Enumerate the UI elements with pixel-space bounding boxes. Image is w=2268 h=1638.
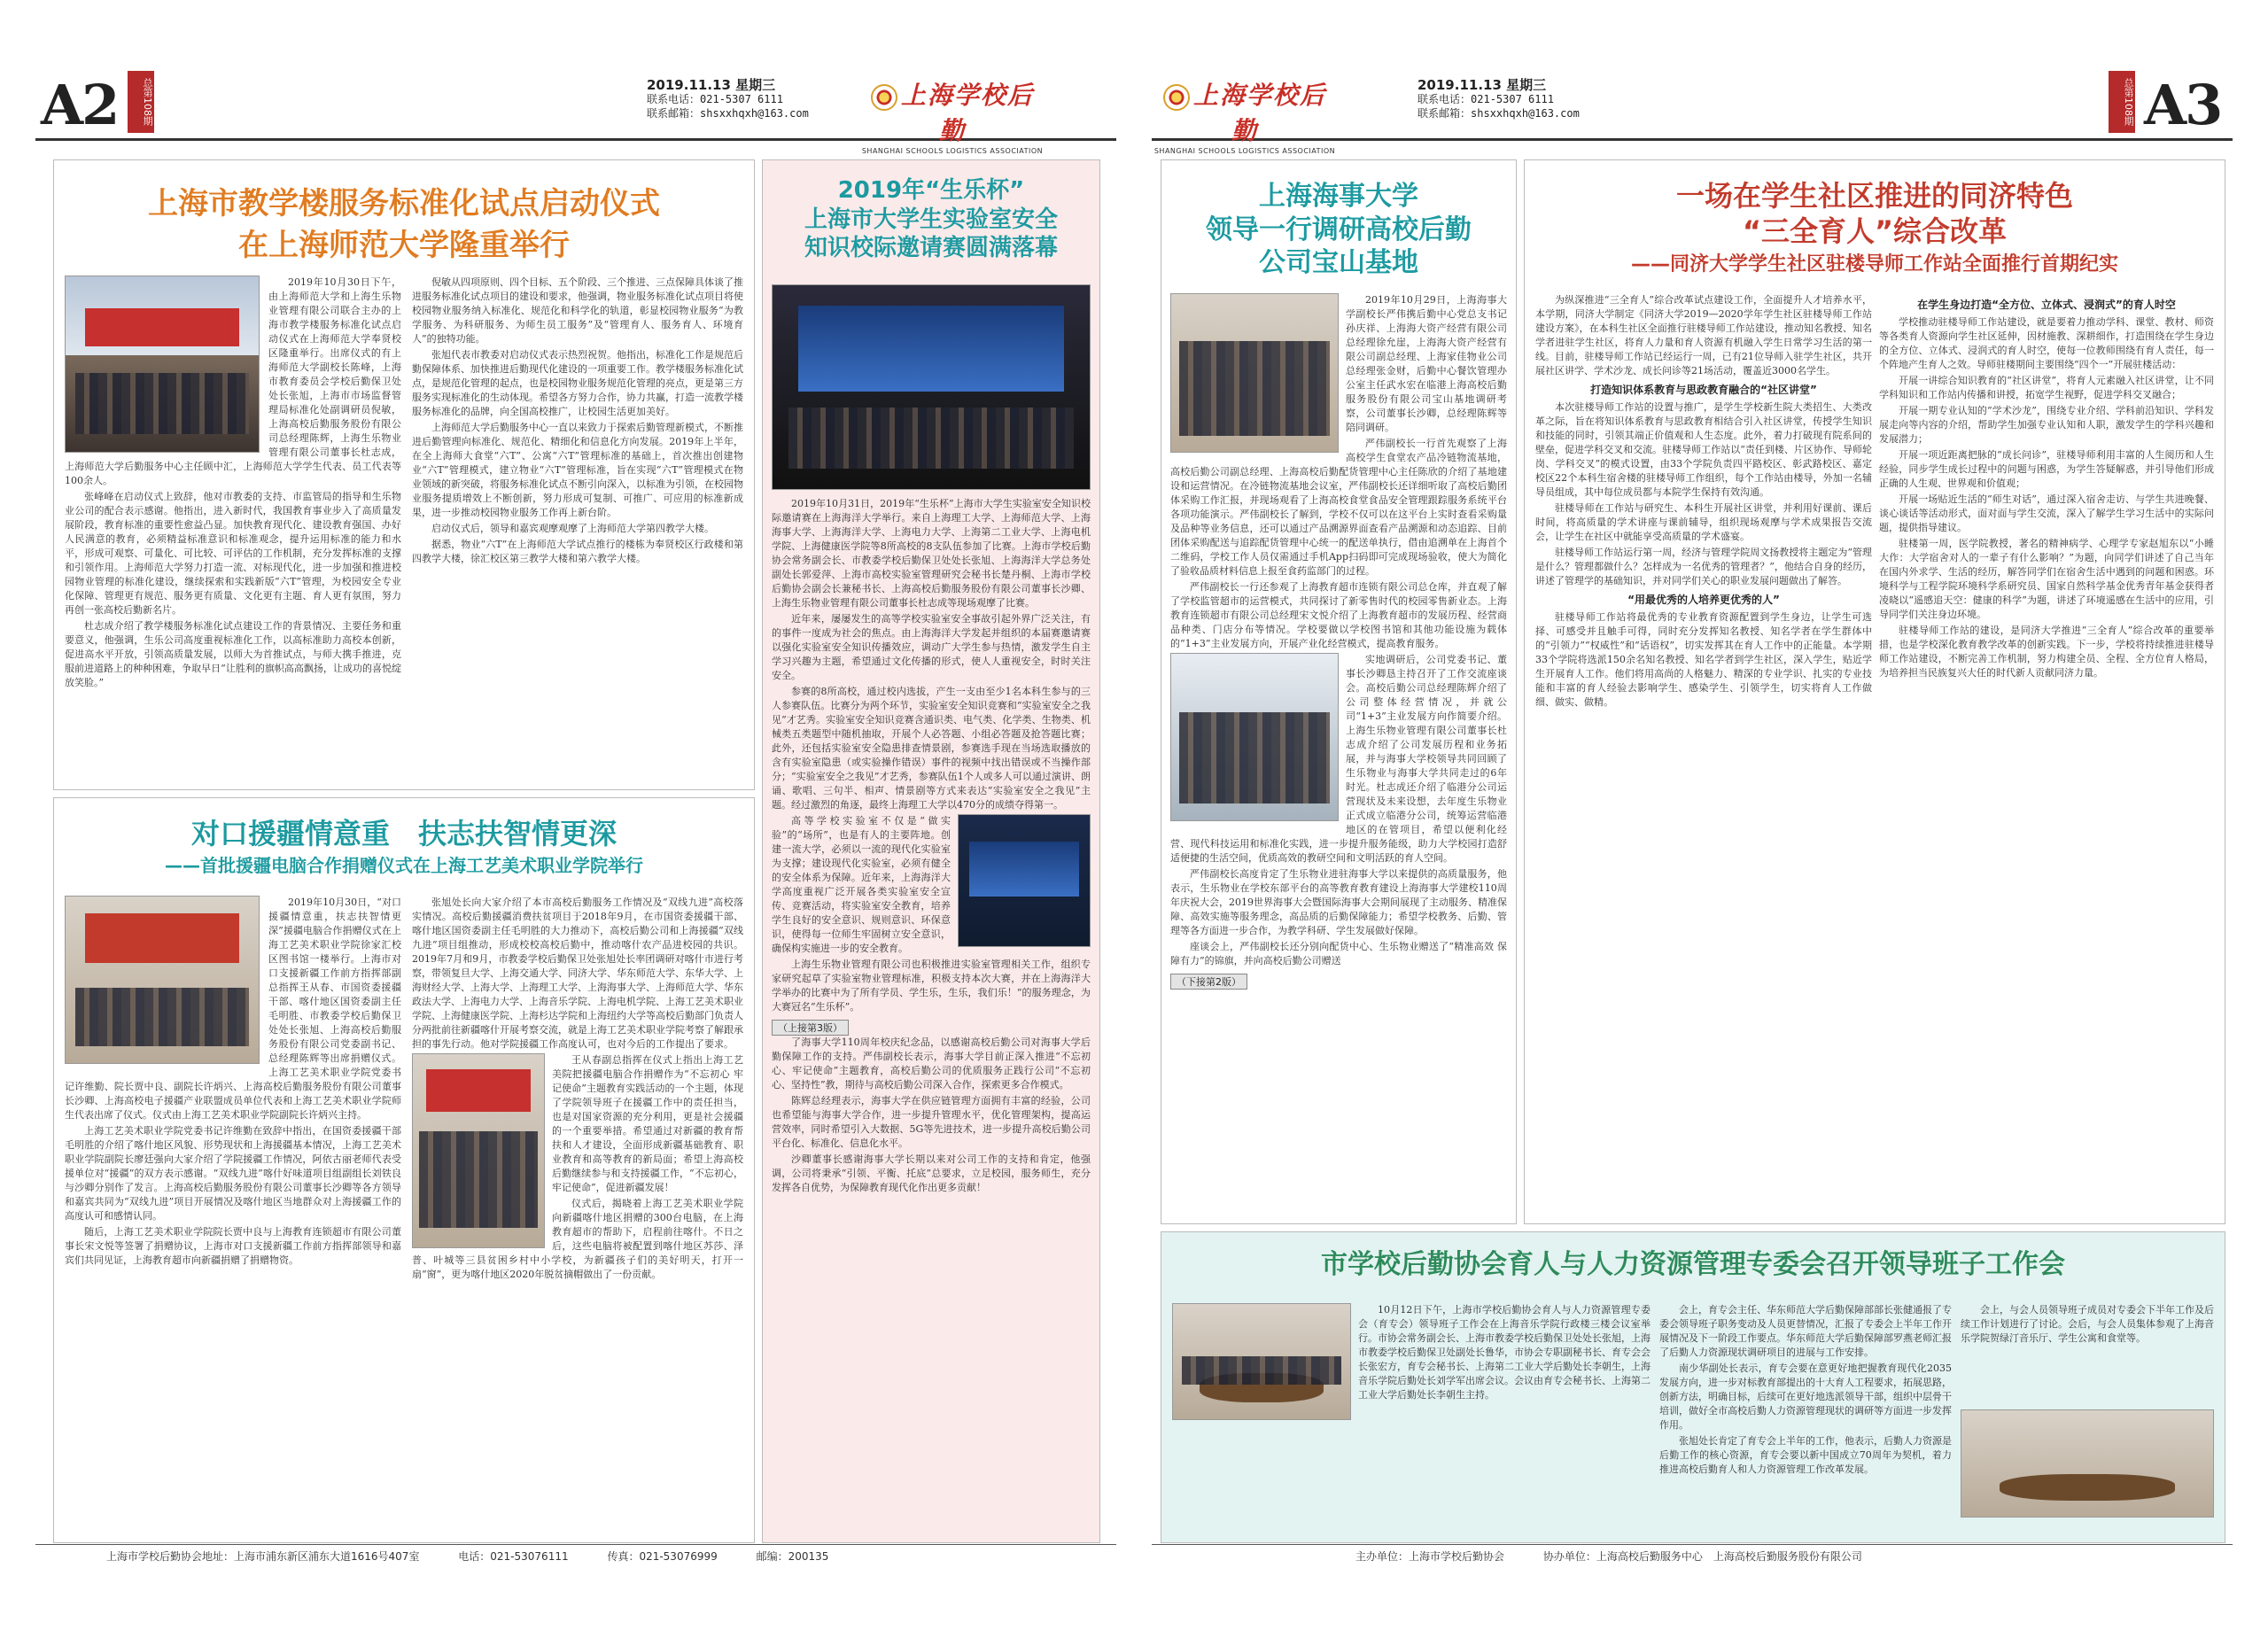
association-logo-icon: [1163, 84, 1190, 111]
article-paragraph: 开展一讲综合知识教育的“社区讲堂”，将育人元素融入社区讲堂，让不同学科知识和工作站内传播和讲授，拓宽学生视野，促进学科交叉融合；: [1879, 375, 2214, 400]
header-info: [1418, 78, 1580, 120]
article-paragraph: 上海生乐物业管理有限公司也积极推进实验室管理相关工作，组织专家研究起草了实验室物业管理标准，积极支持本次大赛，并在上海海洋大学举办的比赛中为了所有学员、学生乐，生乐，我们乐！”的服务理念，为大赛冠名“生乐杯”。: [772, 959, 1091, 1013]
article-title-line1: 上海市教学楼服务标准化试点启动仪式: [148, 186, 660, 221]
tongji-title-line3: ——同济大学学生社区驻楼导师工作站全面推行首期纪实: [1630, 253, 2118, 276]
masthead-title: 上海学校后勤: [900, 81, 1034, 145]
page-header-a2: [35, 71, 1116, 155]
article-paragraph: 杜志成介绍了教学楼服务标准化试点建设工作的背景情况、主要任务和重要意义，他强调，生乐公司高度重视标准化工作，以高标准助力高校本创新，促进高水平开放，引领高质量发展，以师大为首推试点，与师大携手推进，克服前进道路上的种种困难，争取早日“让胜利的旗帜高高飘扬，让成功的喜悦绽放笑脸。”: [65, 620, 401, 688]
maritime-title-line1: 上海海事大学: [1259, 181, 1418, 212]
email-line: [1418, 106, 1580, 120]
aid-title-line1: 对口援疆情意重 扶志扶智情更深: [190, 817, 617, 850]
article-paragraph: 参赛的8所高校，通过校内选拔，产生一支由至少1名本科生参与的三人参赛队伍。比赛分为两个环节，实验室安全知识竞赛和“实验室安全之我见”才艺秀。实验室安全知识竞赛含通识类、电气类、化学类、生物类、机械类五类题型中随机抽取，开展个人必答题、小组必答题及抢答题比赛；此外，还包括实验室安全隐患排查情景剧，参赛选手现在当场选取播放的含有实验室隐患（或实验操作错误）事件的视频中找出错误或不当操作部分；“实验室安全之我见”才艺秀，参赛队伍1个人或多人可以通过演讲、朗诵、歌唱、三句半、相声、情景剧等方式来表达“实验室安全之我见”主题。经过激烈的角逐，最终上海理工大学以470分的成绩夺得第一。: [772, 686, 1091, 811]
issue-date: 2019.11.13 星期三: [1418, 77, 1547, 93]
masthead: [859, 76, 1045, 155]
phone-line: [647, 92, 809, 106]
email-label: 联系邮箱：: [1418, 107, 1472, 120]
article-paragraph: 上海工艺美术职业学院党委书记许维勤在致辞中指出，在国资委援疆干部毛明胜的介绍了喀什地区风貌、形势现状和上海援疆基本情况，上海工艺美术职业学院副院长廖廷强向大家介绍了学院援疆工作情况，阿依古丽老师代表受援单位对“援疆”的双方表示感谢。“双线九进”喀什好味道项目组副组长刘铁良与沙卿分别作了发言。上海高校后勤服务股份有限公司董事长沙卿等各方领导和嘉宾共同为“双线九进”项目开展情况及喀什地区当地群众对上海援疆工作的高度认可和感情认同。: [65, 1125, 401, 1222]
article-paragraph: 学校推动驻楼导师工作站建设，就是要着力推动学科、课堂、教材、师资等各类育人资源向学生社区延伸，因材施教、深耕细作，打造围绕在学生身边的全方位、立体式、浸润式的育人时空，使每一位教师围绕有育人责任，每一个阵地产生育人之效。导师驻楼期间主要围绕“四个一”开展驻楼活动：: [1879, 316, 2214, 370]
maritime-photo-2-wrapper: [1170, 653, 1339, 821]
article-standardization: [53, 159, 755, 790]
folio-a2: A2: [41, 73, 119, 137]
footer-fax: 传真：021-53076999: [607, 1550, 718, 1563]
masthead-title: 上海学校后勤: [1192, 81, 1326, 145]
header-info: [647, 78, 809, 120]
article-paragraph: 座谈会上，严伟副校长还分别向配货中心、生乐物业赠送了“精准高效 保障有力”的锦旗，并向高校后勤公司赠送: [1170, 941, 1507, 966]
article-paragraph: 实地调研后，公司党委书记、董事长沙卿恳主持召开了工作交流座谈会。高校后勤公司总经理陈辉介绍了公司整体经营情况，并就公司“1+3”主业发展方向作简要介绍。上海生乐物业管理有限公司董事长杜志成介绍了公司发展历程和业务拓展，并与海事大学校领导共同回顾了生乐物业与海事大学共同走过的6年时光。杜志成还介绍了临港分公司运营现状及未来设想，去年度生乐物业正式成立临港分公司，统筹运营临港地区的在管项目，希望以便利化经营、现代科技运用和标准化实践，进一步提升服务能级，助力大学校园打造舒适便捷的生活空间，优质高效的教研空间和文明活跃的育人空间。: [1170, 654, 1507, 864]
hr-column-1: [1358, 1303, 1651, 1533]
tongji-column-2: [1879, 293, 2214, 1215]
lab-title-line1: 2019年“生乐杯”: [837, 177, 1025, 204]
article-paragraph: 仪式后，揭晓着上海工艺美术职业学院向新疆喀什地区捐赠的300台电脑，在上海教育超市的帮助下，启程前往喀什。不日之后，这些电脑将被配置到喀什地区苏莎、泽普、叶城等三县贫困乡村中小学校，为新疆孩子们的美好明天，打开一扇“窗”，更为喀什地区2020年脱贫摘帽做出了一份贡献。: [412, 1198, 743, 1280]
article-paragraph: 近年来，屡屡发生的高等学校实验室安全事故引起外界广泛关注，有的事件一度成为社会的焦点。由上海海洋大学发起并组织的本届赛邀请赛以强化实验室安全知识传播效应，调动广大学生参与热情，激发学生自主学习兴趣为主题，希望通过文化传播的形式，使人人重视安全，时时关注安全。: [772, 613, 1091, 681]
phone-line: [1418, 92, 1580, 106]
article-paragraph: 严伟副校长一行首先观察了上海高校学生食堂农产品冷链物流基地，高校后勤公司副总经理、上海高校后勤配货管理中心主任陈欣的介绍了基地建设和运营情况。在冷链物流基地会议室，严伟副校长还详细听取了高校后勤团体采购工作汇报，并现场观看了上海高校食堂食品安全管理跟踪服务系统平台各项功能演示。严伟副校长了解到，学校不仅可以在这平台上实时查看采购量及品种等业务信息，还可以通过产品溯源界面查看产品溯源和动态追踪、目前团体采购配送与追踪配货管理中心统一的配送单执行，借由追溯单在上海首个二维码，学校工作人员仅需通过手机App扫码即可完成现场验收，使大为简化了验收品质材料信息上报至食药监部门的过程。: [1170, 438, 1507, 577]
article-paragraph: 据悉，物业“六T”在上海师范大学试点推行的楼栋为奉贤校区行政楼和第四教学大楼，徐汇校区第三教学大楼和第六教学大楼。: [412, 539, 743, 564]
article-lab-safety: [762, 159, 1100, 1543]
article-paragraph: 随后，上海工艺美术职业学院院长贾中良与上海教育连锁超市有限公司董事长宋文悦等签署了捐赠协议，上海市对口支援新疆工作前方指挥部领导和嘉宾们共同见证，上海教育超市向新疆捐赠了捐赠物资。: [65, 1226, 401, 1266]
masthead-subtitle: SHANGHAI SCHOOLS LOGISTICS ASSOCIATION: [1153, 147, 1336, 155]
hr-meeting-photo-2: [1961, 1409, 2214, 1518]
lab-contest-photo: [772, 284, 1091, 490]
footer-host: 主办单位：上海市学校后勤协会: [1355, 1550, 1505, 1563]
article-column-1: [65, 276, 401, 780]
footer-co-organizer: 协办单位：上海高校后勤服务中心 上海高校后勤服务股份有限公司: [1542, 1550, 1862, 1563]
lab-title-line2: 上海市大学生实验室安全: [804, 206, 1058, 233]
aid-photo-wrapper: [65, 896, 260, 1064]
article-xinjiang-aid: [53, 797, 755, 1543]
aid-signing-photo: [412, 1053, 545, 1248]
article-paragraph: 会上，与会人员领导班子成员对专委会下半年工作及后续工作计划进行了讨论。会后，与会人员集体参观了上海音乐学院贺绿汀音乐厅、学生公寓和食堂等。: [1961, 1304, 2214, 1344]
page-a3: [1152, 71, 2233, 1568]
article-paragraph: 严伟副校长一行还参观了上海教育超市连锁有限公司总仓库，并直观了解了学校监管超市的运营模式，共同探讨了新零售时代的校园零售新业态。上海教育连锁超市有限公司总经理宋文悦介绍了上海教育超市的发展历程、经营商品种类、门店分布等情况。学校要做以学校图书馆和其他功能设施为载体的“1+3”主业发展方向，开展产业化经营模式，提高教育服务。: [1170, 581, 1507, 649]
aid-ceremony-photo: [65, 896, 260, 1064]
maritime-photo-wrapper: [1170, 293, 1339, 453]
lab-title-line3: 知识校际邀请赛圆满落幕: [804, 235, 1058, 261]
article-paragraph: 沙卿董事长感谢海事大学长期以来对公司工作的支持和肯定，他强调，公司将秉承“引领、平衡、托底”总要求，立足校园，服务师生，充分发挥各自优势，为保障教育现代化作出更多贡献！: [772, 1153, 1091, 1193]
phone-label: 联系电话：: [647, 93, 701, 105]
hr-committee-title: 市学校后勤协会育人与人力资源管理专委会召开领导班子工作会: [1321, 1249, 2065, 1280]
hr-column-3: [1961, 1303, 2214, 1533]
lab-article-body: [772, 497, 1091, 1533]
aid-column-2: [412, 896, 743, 1533]
photo-ceremony: [65, 276, 260, 453]
lab-contest-photo-2: [958, 814, 1091, 947]
maritime-title-line2: 领导一行调研高校后勤: [1206, 213, 1472, 245]
article-paragraph: 严伟副校长高度肯定了生乐物业进驻海事大学以来提供的高质量服务，他表示，生乐物业在学校东部平台的高等教育教育建设上海海事大学建校110周年庆祝大会，2019世界海事大会暨国际海事大会期间展现了主动服务、精准保障、高效实施等服务理念，高品质的后勤保障能力；希望学校教务、后勤、管理等各方面进一步合作，为教学科研、学生发展做好保障。: [1170, 868, 1507, 936]
article-tongji-reform: [1524, 159, 2225, 1224]
article-paragraph: 驻楼导师工作站将最优秀的专业教育资源配置到学生身边，让学生可选择、可感受并且触手可得，同时充分发挥知名教授、知名学者在学生群体中的“引领力”“权威性”和“话语权”，切实发挥其在育人工作中的正能量。本学期33个学院将选派150余名知名教授、知名学者到学生社区，深入学生，贴近学生开展育人工作。他们将用高尚的人格魅力、精深的专业学识、扎实的专业技能和丰富的育人经验去影响学生、感染学生、引领学生，切实将育人工作做细、做实、做精。: [1535, 611, 1872, 708]
continued-from-tag: （上接第3版）: [772, 1020, 849, 1036]
phone-label: 联系电话：: [1418, 93, 1472, 105]
article-paragraph: 陈辉总经理表示，海事大学在供应链管理方面拥有丰富的经验，公司也希望能与海事大学合作，进一步提升管理水平，优化管理架构，提高运营效率，同时希望引入大数据、5G等先进技术，进一步提升高校后勤公司平台化、标准化、信息化水平。: [772, 1095, 1091, 1149]
page-footer-a2: [35, 1544, 1116, 1568]
article-paragraph: 2019年10月31日，2019年“生乐杯”上海市大学生实验室安全知识校际邀请赛在上海海洋大学举行。来自上海理工大学、上海师范大学、上海海事大学、上海海洋大学、上海电力大学、上海第二工业大学、上海电机学院、上海健康医学院等8所高校的8支队伍参加了比赛。上海市学校后勤协会常务副会长、市教委学校后勤保卫处处长张旭、上海海洋大学总务处副处长郭爱萍、上海市高校实验室管理研究会秘书长楚丹桐、上海市学校后勤协会副会长兼秘书长、上海高校后勤服务股份有限公司董事长沙卿、上海生乐物业管理有限公司董事长杜志成等现场观摩了比赛。: [772, 498, 1091, 609]
folio-a3: A3: [2144, 73, 2222, 137]
association-logo-icon: [871, 84, 897, 111]
article-paragraph: 王从春副总指挥在仪式上指出上海工艺美院把援疆电脑合作捐赠作为“不忘初心 牢记使命”主题教育实践活动的一个主题，体现了学院领导班子在援疆工作中的责任担当，也是对国家资源的充分利用，更是社会援疆的一个重要举措。希望通过对新疆的教育帮扶和人才建设，全面形成新疆基础教育、职业教育和高等教育的新局面；希望上海高校后勤继续参与和支持援疆工作，“不忘初心，牢记使命”，促进新疆发展！: [552, 1054, 743, 1193]
section-subhead: 打造知识体系教育与思政教育融合的“社区讲堂”: [1590, 384, 1817, 396]
tongji-title-line1: 一场在学生社区推进的同济特色: [1675, 179, 2073, 213]
article-paragraph: 南少华副处长表示，育专会要在意更好地把握教育现代化2035发展方向，进一步对标教育部提出的十大育人工程要求，拓展思路，创新方法，明确目标，后续可在更好地选派领导干部，组织中层骨干培训，做好全市高校后勤人力资源管理现状的调研等方面进一步发挥作用。: [1659, 1362, 1952, 1431]
article-paragraph: 张旭代表市教委对启动仪式表示热烈祝贺。他指出，标准化工作是规范后勤保障体系、加快推进后勤现代化建设的一项重要工作。教学楼服务标准化试点，是规范化管理的起点，也是校园物业服务规范化管理的亮点，更是第三方服务实现标准化的生动体现。希望各方努力合作，协力共赢，打造一流教学楼服务标准化的品牌，向全国高校推广，让校园生活更加美好。: [412, 349, 743, 417]
article-paragraph: 驻楼导师在工作站与研究生、本科生开展社区讲堂，并利用好课前、课后时间，将高质量的学术讲座与课前辅导，组织现场观摩与学术成果报告交流会，让学生在社区中就能享受高质量的学术盛宴。: [1535, 502, 1872, 542]
article-paragraph: 开展一场贴近生活的“师生对话”，通过深入宿舍走访、与学生共进晚餐、谈心谈话等活动形式，面对面与学生交流，深入了解学生学习生活中的实际问题，提供指导建议。: [1879, 493, 2214, 533]
maritime-body: [1170, 293, 1507, 1215]
footer-postcode: 邮编：200135: [756, 1550, 829, 1563]
issue-badge: 总第108期: [2109, 71, 2135, 133]
article-paragraph: 张旭处长肯定了育专会上半年的工作，他表示，后勤人力资源是后勤工作的核心资源，育专会要以新中国成立70周年为契机，着力推进高校后勤育人和人力资源管理工作改革发展。: [1659, 1435, 1952, 1475]
hr-column-2: [1659, 1303, 1952, 1533]
article-paragraph: 了海事大学110周年校庆纪念品，以感谢高校后勤公司对海事大学后勤保障工作的支持。严伟副校长表示，海事大学目前正深入推进“不忘初心、牢记使命”主题教育，高校后勤公司的优质服务正践行公司“不忘初心、坚持性”教，期待与高校后勤公司深入合作，探索更多合作模式。: [772, 1036, 1091, 1091]
page-header-a3: [1152, 71, 2233, 155]
article-title-line2: 在上海师范大学隆重举行: [238, 227, 570, 263]
article-paragraph: 开展一期专业认知的“学术沙龙”，围绕专业介绍、学科前沿知识、学科发展走向等内容的介绍，帮助学生加强专业认知和人职，激发学生的学科兴趣和发展潜力；: [1879, 405, 2214, 445]
maritime-warehouse-photo: [1170, 653, 1339, 821]
email-value: shsxxhqxh@163.com: [1471, 107, 1580, 120]
article-paragraph: 10月12日下午，上海市学校后勤协会育人与人力资源管理专委会（育专会）领导班子工作会在上海音乐学院行政楼三楼会议室举行。市协会常务副会长、上海市教委学校后勤保卫处处长张旭，上海市教委学校后勤保卫处副处长鲁华，市协会专职副秘书长、育专会会长张宏方，育专会秘书长、上海第二工业大学后勤处长李朝生，上海音乐学院后勤处长刘学军出席会议。会议由育专会秘书长、上海第二工业大学后勤处长李朝生主持。: [1358, 1304, 1651, 1401]
footer-phone: 电话：021-53076111: [458, 1550, 569, 1563]
lab-photo-2: [958, 814, 1091, 947]
tongji-column-1: [1535, 293, 1872, 1215]
article-paragraph: 为纵深推进“三全育人”综合改革试点建设工作，全面提升人才培养水平，本学期，同济大学制定《同济大学2019—2020学年学生社区驻楼导师工作站建设方案》，在本科生社区全面推行驻楼导师工作站建设，推动知名教授、知名学者进驻学生社区，将育人力量和育人资源有机融入学生日常学习生活的第一线。目前，驻楼导师工作站已经运行一周，已有21位导师入驻学生社区，共开展社区讲学、学术沙龙、成长问诊等21场活动，覆盖近3000名学生。: [1535, 294, 1872, 377]
article-paragraph: 驻楼导师工作站的建设，是同济大学推进“三全育人”综合改革的重要举措，也是学校深化教育教学改革的创新实践。下一步，学校将持续推进驻楼导师工作站建设，不断完善工作机制，努力构建全员、全程、全方位育人格局，为培养担当民族复兴大任的时代新人贡献同济力量。: [1879, 625, 2214, 679]
aid-title-line2: ——首批援疆电脑合作捐赠仪式在上海工艺美术职业学院举行: [165, 855, 643, 876]
article-paragraph: 上海师范大学后勤服务中心一直以来致力于探索后勤管理新模式，不断推进后勤管理向标准化、规范化、精细化和信息化方向发展。2019年上半年，在全上海师大食堂“六T”、公寓“六T”管理标准的基础上，首次推出创建物业“六T”管理模式，建立物业“六T”管理标准，旨在实现“六T”管理模式在物业领域的新突破，将服务标准化试点不断引向深入，以标准为引领，在校园物业服务提质增效上不断创新，努力形成可复制、可推广、可应用的标准新成果，进一步推动校园物业服务工作再上新台阶。: [412, 422, 743, 518]
article-paragraph: 驻楼导师工作站运行第一周，经济与管理学院周文扬教授将主题定为“管理是什么？管理都做什么？怎样成为一名优秀的管理者？”，他结合自身的经历，讲述了管理学的基础知识，并对同学们关心的职业发展问题做出了解答。: [1535, 547, 1872, 586]
section-subhead: “用最优秀的人培养更优秀的人”: [1627, 594, 1780, 606]
page-a2: [35, 71, 1116, 1568]
tongji-title-line2: “三全育人”综合改革: [1742, 214, 2008, 248]
masthead: [1152, 76, 1338, 155]
article-paragraph: 启动仪式后，领导和嘉宾观摩观摩了上海师范大学第四教学大楼。: [431, 523, 714, 534]
article-maritime-visit: [1161, 159, 1517, 1224]
article-paragraph: 张旭处长向大家介绍了本市高校后勤服务工作情况及“双线九进”高校落实情况。高校后勤援疆消费扶贫项目于2018年9月，在市国资委援疆干部、喀什地区国资委副主任毛明胜的大力推动下，高校后勤公司和上海援疆“双线九进”项目组推动，形成校校高校后勤中，推动喀什农产品进校园的共识。2019年7月和9月，市教委学校后勤保卫处张旭处长率团调研对喀什市进行考察，带领复旦大学、上海交通大学、同济大学、华东师范大学、东华大学、上海财经大学、上海大学、上海理工大学、上海海事大学、上海师范大学、华东政法大学、上海电力大学、上海音乐学院、上海电机学院、上海工艺美术职业学院、上海健康医学院、上海杉达学院和上海纽约大学等高校后勤部门负责人分两批前往新疆喀什开展考察交流，就是上海工艺美术职业学院考察了解跟承担的事先行动。他对学院援疆工作高度认可，也对今后的工作提出了要求。: [412, 897, 743, 1050]
phone-value: 021-5307 6111: [700, 93, 783, 105]
section-subhead: 在学生身边打造“全方位、立体式、浸润式”的育人时空: [1917, 299, 2176, 311]
article-lead: 2019年10月30日下午，由上海师范大学和上海生乐物业管理有限公司联合主办的上海市教学楼服务标准化试点启动仪式在上海师范大学奉贤校区隆重举行。出席仪式的有上海师范大学副校长陈峰，上海市教育委员会学校后勤保卫处处长张旭，上海市市场监督管理局标准化处副调研员倪敏，上海高校后勤服务股份有限公司总经理陈辉，上海生乐物业管理有限公司董事长杜志成，上海师范大学后勤服务中心主任顾中汇，上海师范大学学生代表、员工代表等100余人。: [65, 276, 401, 486]
hr-meeting-photo-1: [1172, 1303, 1351, 1420]
aid-column-1: [65, 896, 401, 1533]
page-footer-a3: [1152, 1544, 2233, 1568]
article-paragraph: 倪敏从四项原则、四个目标、五个阶段、三个推进、三点保障具体谈了推进服务标准化试点项目的建设和要求，他强调，物业服务标准化试点项目将使校园物业服务纳入标准化、规范化和科学化的轨道，彰显校园物业服务“为教学服务、为科研服务、为师生员工服务”及“管理育人、服务育人、环境育人”的独特功能。: [412, 276, 743, 345]
article-paragraph: 开展一项近距离把脉的“成长问诊”，驻楼导师利用丰富的人生阅历和人生经验，同步学生成长过程中的问题与困惑，为学生答疑解惑，并引导他们形成正确的人生观、世界观和价值观；: [1879, 449, 2214, 489]
phone-value: 021-5307 6111: [1471, 93, 1554, 105]
article-paragraph: 本次驻楼导师工作站的设置与推广，是学生学校新生院大类招生、大类改革之际，旨在将知识体系教育与思政教育相结合引入社区讲堂，传授学生知识和技能的同时，引领其端正价值观和人生态度。此外，着力打破现有院系间的壁垒，促进学科交叉和交流。驻楼导师工作站以“责任到楼、片区协作、导师轮岗、学科交叉”的模式设置，由33个学院负责四平路校区、彰武路校区、嘉定校区22个本科生宿舍楼的驻楼导师工作组织，每个工作站由楼导，外加一名辅导员组成，其中每位成员都与本院学生保持有效沟通。: [1535, 401, 1872, 498]
article-paragraph: 2019年10月30日，“对口援疆情意重，扶志扶智情更深”援疆电脑合作捐赠仪式在上海工艺美术职业学院徐家汇校区图书馆一楼举行。上海市对口支援新疆工作前方指挥部副总指挥王从春、市国资委援疆干部、喀什地区国资委副主任毛明胜、市教委学校后勤保卫处处长张旭、上海高校后勤服务股份有限公司党委副书记、总经理陈辉等出席捐赠仪式。上海工艺美术职业学院党委书记许维勤、院长贾中良、副院长许炳兴、上海高校后勤服务股份有限公司董事长沙卿、上海高校电子援疆产业联盟成员单位代表和上海工艺美术职业学院师生代表出席了仪式。仪式由上海工艺美术职业学院副院长许炳兴主持。: [65, 897, 401, 1121]
ceremony-photo: [65, 276, 260, 453]
footer-address: 上海市学校后勤协会地址：上海市浦东新区浦东大道1616号407室: [106, 1550, 420, 1563]
maritime-title-line3: 公司宝山基地: [1259, 247, 1418, 278]
email-value: shsxxhqxh@163.com: [700, 107, 809, 120]
article-paragraph: 驻楼第一周，医学院教授，著名的精神病学、心理学专家赵旭东以“小睡大作：大学宿舍对人的一辈子有什么影响？”为题，向同学们讲述了自己当年在国内外求学、生活的经历，解答同学们在宿舍生活中遇到的问题和困惑。环境科学与工程学院环境科学系研究员、国家自然科学基金优秀青年基金获得者凌晓以“遥感追天空：健康的科学”为题，讲述了环境遥感在生活中的应用，引导同学们关注身边环境。: [1879, 538, 2214, 620]
email-label: 联系邮箱：: [647, 107, 701, 120]
masthead-subtitle: SHANGHAI SCHOOLS LOGISTICS ASSOCIATION: [861, 147, 1044, 155]
aid-photo-2-wrapper: [412, 1053, 545, 1248]
article-paragraph: 张峰峰在启动仪式上致辞，他对市教委的支持、市监管局的指导和生乐物业公司的配合表示感谢。他指出，进入新时代，我国教育事业步入了高质量发展阶段，教育标准的重要性愈益凸显。加快教育现代化、建设教育强国、办好人民满意的教育，必须精益标准意识和标准观念，提升运用标准的能力和水平，形成可观察、可量化、可比较、可评估的工作机制，充分发挥标准的支撑和引领作用。上海师范大学努力打造一流、对标现代化，进一步加强和推进校园物业管理的标准化建设，继续探索和实践新版“六T”管理，为校园安全专业化保障、管理更有规范、服务更有质量、文化更有主题、育人更有氛围，努力再创一张高校后勤新名片。: [65, 491, 401, 616]
email-line: [647, 106, 809, 120]
maritime-group-photo: [1170, 293, 1339, 453]
continued-on-tag: （下接第2版）: [1170, 974, 1247, 990]
article-paragraph: 高等学校实验室不仅是“做实验”的“场所”，也是有人的主要阵地。创建一流大学，必须以一流的现代化实验室为支撑；建设现代化实验室，必须有健全的安全体系为保障。近年来，上海海洋大学高度重视广泛开展各类实验室安全宣传、竞赛活动，将实验室安全教育，培养学生良好的安全意识、规则意识、环保意识，使得每一位师生牢固树立安全意识，确保构实施进一步的安全教育。: [772, 815, 951, 954]
article-hr-committee: [1161, 1231, 2225, 1543]
article-paragraph: 会上，育专会主任、华东师范大学后勤保障部部长张健通报了专委会领导班子职务变动及人员更替情况，汇报了专委会上半年工作开展情况及下一阶段工作要点。华东师范大学后勤保障部罗燕老师汇报了后勤人力资源现状调研项目的进展与工作安排。: [1659, 1304, 1952, 1358]
issue-date: 2019.11.13 星期三: [647, 77, 776, 93]
article-column-2: [412, 276, 743, 780]
article-paragraph: 2019年10月29日，上海海事大学副校长严伟携后勤中心党总支书记孙庆祥、上海海大资产经营有限公司总经理徐允崖，上海海大资产经营有限公司副总经理、上海家佳物业公司总经理张金财，后勤中心餐饮管理办公室主任武水宏在临港上海高校后勤服务股份有限公司宝山基地调研考察，公司董事长沙卿，总经理陈辉等陪同调研。: [1346, 294, 1507, 433]
issue-badge: 总第108期: [128, 71, 154, 133]
